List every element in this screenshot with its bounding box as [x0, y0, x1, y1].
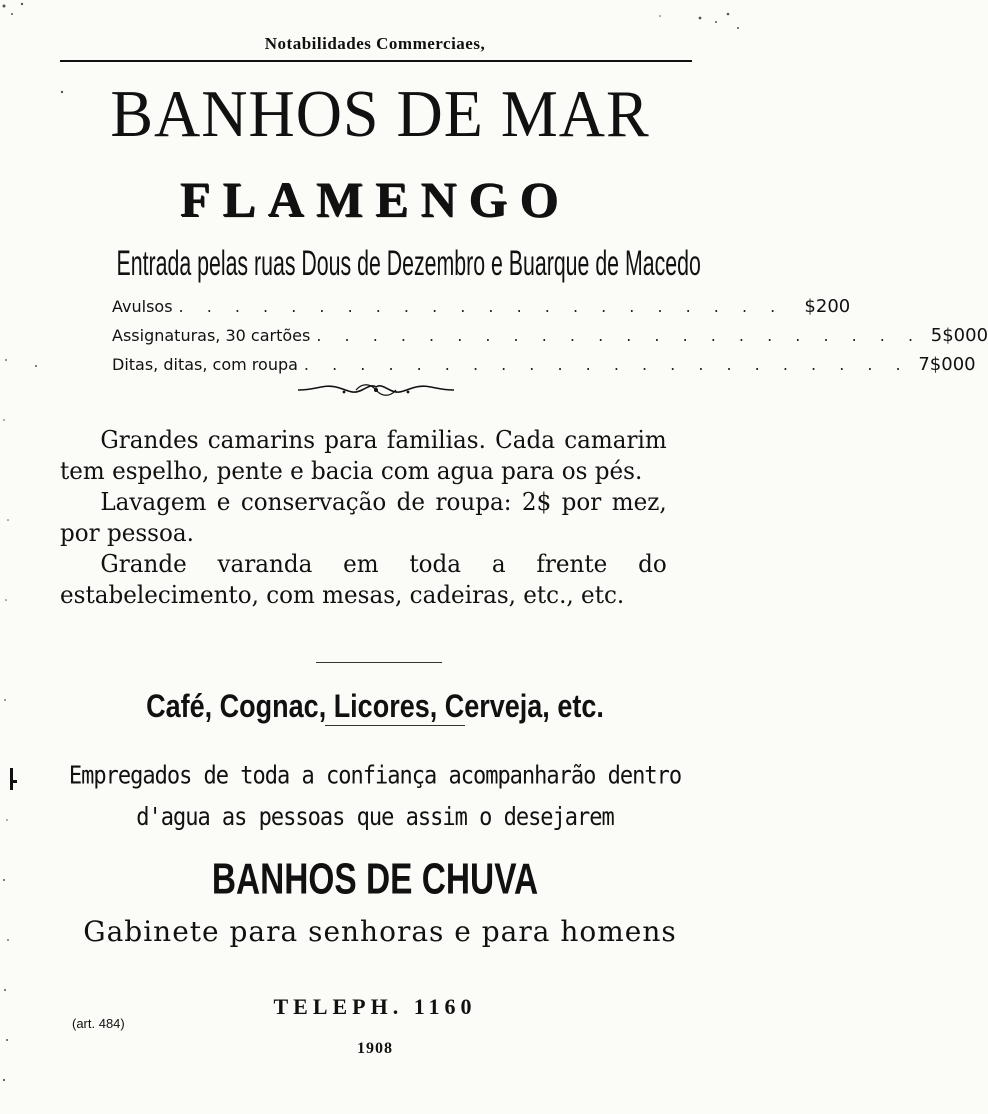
price-value: $200	[804, 296, 851, 317]
leader-dots: . . . . . . . . . . . . . . . . . . . . . .	[178, 297, 785, 316]
description	[60, 425, 667, 611]
price-label: Assignaturas, 30 cartões	[112, 326, 311, 345]
description-paragraph: Grande varanda em toda a frente do estabelecimento, com mesas, cadeiras, etc., etc.	[60, 550, 667, 609]
article-reference: (art. 484)	[72, 1016, 125, 1031]
year-label: 1908	[357, 1040, 393, 1057]
price-row	[112, 292, 851, 321]
description-paragraph: Lavagem e conservação de roupa: 2$ por mez, por pessoa.	[60, 488, 667, 547]
ornament-divider-icon	[296, 381, 456, 399]
staff-notice-line-2: d'agua as pessoas que assim o desejarem	[136, 803, 614, 832]
shower-heading: BANHOS DE CHUVA	[211, 855, 539, 904]
drinks-line: Café, Cognac, Licores, Cerveja, etc.	[146, 688, 604, 724]
description-paragraph: Grandes camarins para familias. Cada camarim tem espelho, pente e bacia com agua para os pés.	[60, 426, 667, 485]
page-header: Notabilidades Commerciaes,	[264, 34, 486, 53]
cabinet-line: Gabinete para senhoras e para homens	[83, 915, 677, 948]
price-label: Avulsos	[112, 297, 173, 316]
price-label: Ditas, ditas, com roupa	[112, 355, 298, 374]
staff-notice	[60, 756, 690, 839]
section-rule	[316, 662, 442, 663]
price-row	[112, 321, 988, 350]
price-list	[112, 292, 988, 379]
header-rule	[60, 60, 692, 62]
telephone-line: TELEPH. 1160	[273, 994, 477, 1019]
price-value: 7$000	[918, 354, 976, 375]
leader-dots: . . . . . . . . . . . . . . . . . . . . . .	[316, 326, 923, 345]
advert-title: BANHOS DE MAR	[110, 76, 650, 151]
advert-subtitle: FLAMENGO	[179, 171, 571, 227]
price-row	[112, 350, 976, 379]
staff-notice-line-1: Empregados de toda a confiança acompanharão dentro	[68, 761, 682, 791]
price-value: 5$000	[930, 325, 988, 346]
drinks-underline	[325, 725, 465, 726]
entrance-line: Entrada pelas ruas Dous de Dezembro e Buarque de Macedo	[116, 242, 701, 284]
leader-dots: . . . . . . . . . . . . . . . . . . . . . .	[303, 355, 910, 374]
